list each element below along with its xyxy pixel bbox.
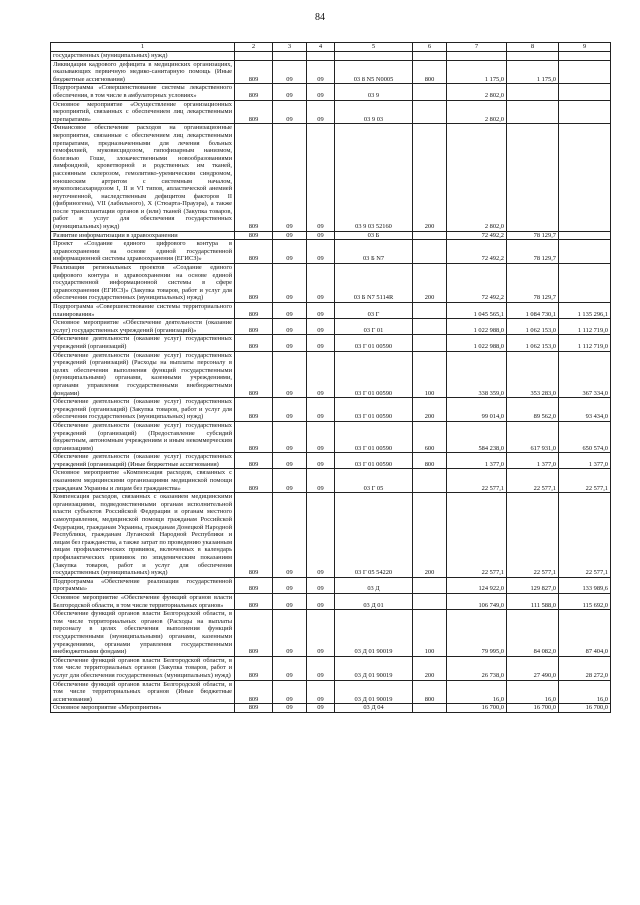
table-row [51, 240, 611, 264]
amount-year2-cell: 353 283,0 [507, 351, 559, 398]
row-name-cell: Подпрограмма «Обеспечение реализации государственной программы» [51, 577, 235, 593]
row-name-cell: Обеспечение функций органов власти Белгородской области, в том числе территориальных органов (Иные бюджетные ассигнования) [51, 680, 235, 704]
target-article-cell: 03 Д 04 [335, 704, 413, 713]
table-row [51, 469, 611, 493]
amount-year1-cell: 2 802,0 [447, 124, 507, 231]
section-code-cell: 09 [273, 593, 307, 609]
table-row [51, 124, 611, 231]
table-row [51, 421, 611, 452]
section-code-cell: 09 [273, 656, 307, 680]
table-row [51, 680, 611, 704]
table-body [51, 52, 611, 713]
admin-code-cell: 809 [235, 264, 273, 303]
row-name-cell: Подпрограмма «Совершенствование системы лекарственного обеспечения, в том числе в амбулаторных условиях» [51, 84, 235, 100]
amount-year3-cell: 1 112 719,0 [559, 335, 611, 351]
amount-year3-cell: 87 404,0 [559, 610, 611, 657]
section-code-cell: 09 [273, 453, 307, 469]
section-code-cell: 09 [273, 231, 307, 240]
table-row [51, 610, 611, 657]
section-code-cell: 09 [273, 351, 307, 398]
amount-year1-cell: 2 802,0 [447, 84, 507, 100]
row-name-cell: Основное мероприятие «Обеспечение деятельности (оказание услуг) государственных учреждений (организаций)» [51, 319, 235, 335]
subsection-code-cell: 09 [307, 453, 335, 469]
row-name-cell: Основное мероприятие «Обеспечение функций органов власти Белгородской области, в том числе территориальных органов» [51, 593, 235, 609]
page-number: 84 [315, 12, 325, 23]
subsection-code-cell: 09 [307, 335, 335, 351]
amount-year1-cell [447, 52, 507, 61]
amount-year1-cell: 72 492,2 [447, 264, 507, 303]
subsection-code-cell: 09 [307, 398, 335, 422]
target-article-cell: 03 Г 01 00590 [335, 453, 413, 469]
row-name-cell: Финансовое обеспечение расходов на организационные мероприятия, связанные с обеспечением лиц лекарственными препаратами, предназначенными для лечения больных гемофилией, муковисцидозом, гипофизарным нанизмом, болезнью Гоше, злокачественными новообразованиями лимфоидной, кроветворной и родственных им тканей, рассеянным склерозом, гемолитико-уремическим синдромом, юношеским артритом с системным началом, мукополисахаридозом I, II и VI типов, апластической анемией неуточненной, наследственным дефицитом факторов II (фибриногена), VII (лабильного), X (Стюарта-Прауэра), а также после трансплантации органов и (или) тканей (Закупка товаров, работ и услуг для обеспечения государственных (муниципальных) нужд) [51, 124, 235, 231]
amount-year2-cell [507, 84, 559, 100]
subsection-code-cell: 09 [307, 680, 335, 704]
admin-code-cell: 809 [235, 351, 273, 398]
amount-year1-cell: 338 359,0 [447, 351, 507, 398]
amount-year3-cell [559, 264, 611, 303]
subsection-code-cell: 09 [307, 319, 335, 335]
amount-year2-cell: 1 062 153,0 [507, 335, 559, 351]
amount-year1-cell: 1 377,0 [447, 453, 507, 469]
target-article-cell: 03 Д 01 [335, 593, 413, 609]
expense-type-cell [413, 319, 447, 335]
admin-code-cell: 809 [235, 577, 273, 593]
amount-year3-cell: 16,0 [559, 680, 611, 704]
table-row [51, 593, 611, 609]
table-row [51, 264, 611, 303]
row-name-cell: Подпрограмма «Совершенствование системы территориального планирования» [51, 303, 235, 319]
target-article-cell: 03 8 N5 N0005 [335, 60, 413, 84]
table-row [51, 60, 611, 84]
row-name-cell: Реализация региональных проектов «Создание единого цифрового контура в здравоохранении на основе единой государственной информационной системы в сфере здравоохранения (ЕГИСЗ)» (Закупка товаров, работ и услуг для обеспечения государственных (муниципальных) нужд) [51, 264, 235, 303]
section-code-cell: 09 [273, 124, 307, 231]
subsection-code-cell: 09 [307, 610, 335, 657]
section-code-cell: 09 [273, 680, 307, 704]
target-article-cell: 03 Д [335, 577, 413, 593]
target-article-cell: 03 9 03 52160 [335, 124, 413, 231]
expense-type-cell: 200 [413, 264, 447, 303]
admin-code-cell: 809 [235, 469, 273, 493]
row-name-cell: Обеспечение деятельности (оказание услуг) государственных учреждений (организаций) (Расходы на выплаты персоналу в целях обеспечения выполнения функций государственными (муниципальными) органами, казенными учреждениями, органами управления государственными внебюджетными фондами) [51, 351, 235, 398]
amount-year1-cell: 1 045 565,1 [447, 303, 507, 319]
admin-code-cell: 809 [235, 421, 273, 452]
amount-year3-cell [559, 60, 611, 84]
expense-type-cell [413, 469, 447, 493]
expense-type-cell: 100 [413, 351, 447, 398]
column-header: 3 [273, 43, 307, 52]
row-name-cell: Компенсация расходов, связанных с оказанием медицинскими организациями, подведомственными органам исполнительной власти субъектов Российской Федерации и органам местного самоуправления, медицинской помощи гражданам Российской Федерации, гражданам Украины, гражданам Донецкой Народной Республики, гражданам Луганской Народной Республики и лицам без гражданства, а также затрат по проведению указанным лицам профилактических прививок, включенных в календарь профилактических прививок по эпидемическим показаниям (Закупка товаров, работ и услуг для обеспечения государственных (муниципальных) нужд) [51, 493, 235, 578]
expense-type-cell [413, 52, 447, 61]
amount-year2-cell [507, 124, 559, 231]
row-name-cell: Обеспечение деятельности (оказание услуг) государственных учреждений (организаций) (Предоставление субсидий бюджетным, автономным учреждениям и иным некоммерческим организациям) [51, 421, 235, 452]
row-name-cell: Проект «Создание единого цифрового контура в здравоохранении на основе единой государственной информационной системы здравоохранения (ЕГИСЗ)» [51, 240, 235, 264]
section-code-cell: 09 [273, 60, 307, 84]
section-code-cell: 09 [273, 469, 307, 493]
admin-code-cell: 809 [235, 335, 273, 351]
subsection-code-cell: 09 [307, 469, 335, 493]
amount-year1-cell: 22 577,1 [447, 493, 507, 578]
amount-year2-cell: 111 588,0 [507, 593, 559, 609]
expense-type-cell: 800 [413, 60, 447, 84]
row-name-cell: Основное мероприятие «Мероприятия» [51, 704, 235, 713]
row-name-cell: Обеспечение деятельности (оказание услуг) государственных учреждений (организаций) (Иные бюджетные ассигнования) [51, 453, 235, 469]
section-code-cell: 09 [273, 100, 307, 124]
expense-type-cell: 800 [413, 453, 447, 469]
amount-year1-cell: 16,0 [447, 680, 507, 704]
section-code-cell: 09 [273, 704, 307, 713]
subsection-code-cell: 09 [307, 124, 335, 231]
amount-year2-cell: 1 062 153,0 [507, 319, 559, 335]
section-code-cell: 09 [273, 577, 307, 593]
expense-type-cell: 800 [413, 680, 447, 704]
subsection-code-cell: 09 [307, 240, 335, 264]
section-code-cell: 09 [273, 610, 307, 657]
expense-type-cell: 200 [413, 398, 447, 422]
admin-code-cell: 809 [235, 84, 273, 100]
amount-year2-cell: 1 175,0 [507, 60, 559, 84]
subsection-code-cell: 09 [307, 704, 335, 713]
amount-year3-cell: 1 112 719,0 [559, 319, 611, 335]
target-article-cell: 03 Г 01 00590 [335, 421, 413, 452]
expense-type-cell [413, 335, 447, 351]
column-header: 2 [235, 43, 273, 52]
amount-year2-cell: 1 084 730,1 [507, 303, 559, 319]
amount-year3-cell: 650 574,0 [559, 421, 611, 452]
subsection-code-cell [307, 52, 335, 61]
column-header: 5 [335, 43, 413, 52]
target-article-cell: 03 Б [335, 231, 413, 240]
amount-year1-cell: 26 738,0 [447, 656, 507, 680]
target-article-cell: 03 Г 01 00590 [335, 351, 413, 398]
column-header: 1 [51, 43, 235, 52]
subsection-code-cell: 09 [307, 84, 335, 100]
expense-type-cell: 200 [413, 124, 447, 231]
amount-year3-cell: 22 577,1 [559, 469, 611, 493]
section-code-cell: 09 [273, 421, 307, 452]
admin-code-cell: 809 [235, 704, 273, 713]
expense-type-cell: 100 [413, 610, 447, 657]
admin-code-cell: 809 [235, 303, 273, 319]
table-row [51, 84, 611, 100]
expense-type-cell [413, 704, 447, 713]
expense-type-cell: 600 [413, 421, 447, 452]
amount-year2-cell [507, 52, 559, 61]
admin-code-cell [235, 52, 273, 61]
row-name-cell: Обеспечение деятельности (оказание услуг) государственных учреждений (организаций) [51, 335, 235, 351]
subsection-code-cell: 09 [307, 493, 335, 578]
column-header: 4 [307, 43, 335, 52]
column-header: 9 [559, 43, 611, 52]
section-code-cell: 09 [273, 264, 307, 303]
amount-year1-cell: 1 175,0 [447, 60, 507, 84]
expense-type-cell [413, 84, 447, 100]
column-header: 7 [447, 43, 507, 52]
target-article-cell: 03 9 03 [335, 100, 413, 124]
table-row [51, 656, 611, 680]
expense-type-cell: 200 [413, 493, 447, 578]
amount-year1-cell: 1 022 988,0 [447, 335, 507, 351]
amount-year2-cell: 78 129,7 [507, 240, 559, 264]
row-name-cell: государственных (муниципальных) нужд) [51, 52, 235, 61]
target-article-cell: 03 Г 05 [335, 469, 413, 493]
table-row [51, 704, 611, 713]
target-article-cell: 03 Г [335, 303, 413, 319]
amount-year3-cell: 115 692,0 [559, 593, 611, 609]
table-row [51, 577, 611, 593]
subsection-code-cell: 09 [307, 593, 335, 609]
amount-year1-cell: 99 014,0 [447, 398, 507, 422]
amount-year2-cell: 22 577,1 [507, 493, 559, 578]
target-article-cell: 03 Д 01 90019 [335, 680, 413, 704]
amount-year1-cell: 124 922,0 [447, 577, 507, 593]
amount-year2-cell: 1 377,0 [507, 453, 559, 469]
amount-year1-cell: 72 492,2 [447, 240, 507, 264]
amount-year2-cell: 617 931,0 [507, 421, 559, 452]
section-code-cell: 09 [273, 240, 307, 264]
target-article-cell: 03 Г 01 00590 [335, 335, 413, 351]
subsection-code-cell: 09 [307, 303, 335, 319]
amount-year3-cell: 133 989,6 [559, 577, 611, 593]
amount-year3-cell [559, 231, 611, 240]
table-row [51, 335, 611, 351]
amount-year3-cell: 16 700,0 [559, 704, 611, 713]
header-row [51, 43, 611, 52]
amount-year2-cell: 129 827,0 [507, 577, 559, 593]
column-header: 6 [413, 43, 447, 52]
amount-year2-cell: 22 577,1 [507, 469, 559, 493]
target-article-cell: 03 Д 01 90019 [335, 610, 413, 657]
target-article-cell: 03 Б N7 [335, 240, 413, 264]
section-code-cell: 09 [273, 319, 307, 335]
amount-year2-cell: 16 700,0 [507, 704, 559, 713]
subsection-code-cell: 09 [307, 577, 335, 593]
table-row [51, 319, 611, 335]
target-article-cell: 03 Д 01 90019 [335, 656, 413, 680]
row-name-cell: Обеспечение функций органов власти Белгородской области, в том числе территориальных органов (Расходы на выплаты персоналу в целях обеспечения выполнения функций государственными (муниципальными) органами, казенными учреждениями, органами управления государственными внебюджетными фондами) [51, 610, 235, 657]
row-name-cell: Основное мероприятие «Компенсация расходов, связанных с оказанием медицинскими организациями медицинской помощи гражданам Украины и лицам без гражданства» [51, 469, 235, 493]
section-code-cell: 09 [273, 335, 307, 351]
amount-year3-cell [559, 240, 611, 264]
section-code-cell [273, 52, 307, 61]
section-code-cell: 09 [273, 493, 307, 578]
amount-year1-cell: 16 700,0 [447, 704, 507, 713]
row-name-cell: Обеспечение деятельности (оказание услуг) государственных учреждений (организаций) (Закупка товаров, работ и услуг для обеспечения государственных (муниципальных) нужд) [51, 398, 235, 422]
admin-code-cell: 809 [235, 60, 273, 84]
subsection-code-cell: 09 [307, 231, 335, 240]
subsection-code-cell: 09 [307, 264, 335, 303]
table-row [51, 398, 611, 422]
row-name-cell: Ликвидация кадрового дефицита в медицинских организациях, оказывающих первичную медико-санитарную помощь (Иные бюджетные ассигнования) [51, 60, 235, 84]
amount-year3-cell [559, 124, 611, 231]
amount-year2-cell: 89 562,0 [507, 398, 559, 422]
target-article-cell [335, 52, 413, 61]
subsection-code-cell: 09 [307, 351, 335, 398]
admin-code-cell: 809 [235, 453, 273, 469]
section-code-cell: 09 [273, 398, 307, 422]
subsection-code-cell: 09 [307, 60, 335, 84]
admin-code-cell: 809 [235, 680, 273, 704]
amount-year2-cell: 84 082,0 [507, 610, 559, 657]
amount-year1-cell: 584 238,0 [447, 421, 507, 452]
table-row [51, 351, 611, 398]
table-header [51, 43, 611, 52]
admin-code-cell: 809 [235, 319, 273, 335]
table-row [51, 303, 611, 319]
amount-year2-cell: 16,0 [507, 680, 559, 704]
expense-type-cell [413, 303, 447, 319]
admin-code-cell: 809 [235, 231, 273, 240]
amount-year3-cell [559, 100, 611, 124]
target-article-cell: 03 Б N7 5114R [335, 264, 413, 303]
table-row [51, 453, 611, 469]
admin-code-cell: 809 [235, 593, 273, 609]
row-name-cell: Основное мероприятие «Осуществление организационных мероприятий, связанных с обеспечением лиц лекарственными препаратами» [51, 100, 235, 124]
amount-year3-cell [559, 84, 611, 100]
row-name-cell: Развитие информатизации в здравоохранении [51, 231, 235, 240]
expense-type-cell [413, 100, 447, 124]
table-row [51, 52, 611, 61]
amount-year3-cell: 1 135 296,1 [559, 303, 611, 319]
subsection-code-cell: 09 [307, 421, 335, 452]
table-row [51, 493, 611, 578]
amount-year1-cell: 22 577,1 [447, 469, 507, 493]
admin-code-cell: 809 [235, 398, 273, 422]
row-name-cell: Обеспечение функций органов власти Белгородской области, в том числе территориальных органов (Закупка товаров, работ и услуг для обеспечения государственных (муниципальных) нужд) [51, 656, 235, 680]
amount-year1-cell: 2 802,0 [447, 100, 507, 124]
target-article-cell: 03 9 [335, 84, 413, 100]
subsection-code-cell: 09 [307, 656, 335, 680]
amount-year2-cell: 78 129,7 [507, 264, 559, 303]
subsection-code-cell: 09 [307, 100, 335, 124]
expense-type-cell: 200 [413, 656, 447, 680]
amount-year1-cell: 79 995,0 [447, 610, 507, 657]
section-code-cell: 09 [273, 84, 307, 100]
table-row [51, 100, 611, 124]
amount-year2-cell [507, 100, 559, 124]
target-article-cell: 03 Г 01 [335, 319, 413, 335]
expense-type-cell [413, 240, 447, 264]
amount-year3-cell: 28 272,0 [559, 656, 611, 680]
amount-year1-cell: 72 492,2 [447, 231, 507, 240]
admin-code-cell: 809 [235, 124, 273, 231]
expense-type-cell [413, 231, 447, 240]
admin-code-cell: 809 [235, 493, 273, 578]
amount-year2-cell: 27 490,0 [507, 656, 559, 680]
admin-code-cell: 809 [235, 656, 273, 680]
amount-year1-cell: 1 022 988,0 [447, 319, 507, 335]
table-row [51, 231, 611, 240]
amount-year3-cell: 22 577,1 [559, 493, 611, 578]
admin-code-cell: 809 [235, 610, 273, 657]
amount-year3-cell: 93 434,0 [559, 398, 611, 422]
admin-code-cell: 809 [235, 240, 273, 264]
amount-year3-cell: 367 334,0 [559, 351, 611, 398]
amount-year2-cell: 78 129,7 [507, 231, 559, 240]
column-header: 8 [507, 43, 559, 52]
expense-type-cell [413, 593, 447, 609]
amount-year1-cell: 106 749,0 [447, 593, 507, 609]
amount-year3-cell: 1 377,0 [559, 453, 611, 469]
budget-table [50, 42, 611, 713]
target-article-cell: 03 Г 01 00590 [335, 398, 413, 422]
admin-code-cell: 809 [235, 100, 273, 124]
amount-year3-cell [559, 52, 611, 61]
section-code-cell: 09 [273, 303, 307, 319]
expense-type-cell [413, 577, 447, 593]
target-article-cell: 03 Г 05 54220 [335, 493, 413, 578]
